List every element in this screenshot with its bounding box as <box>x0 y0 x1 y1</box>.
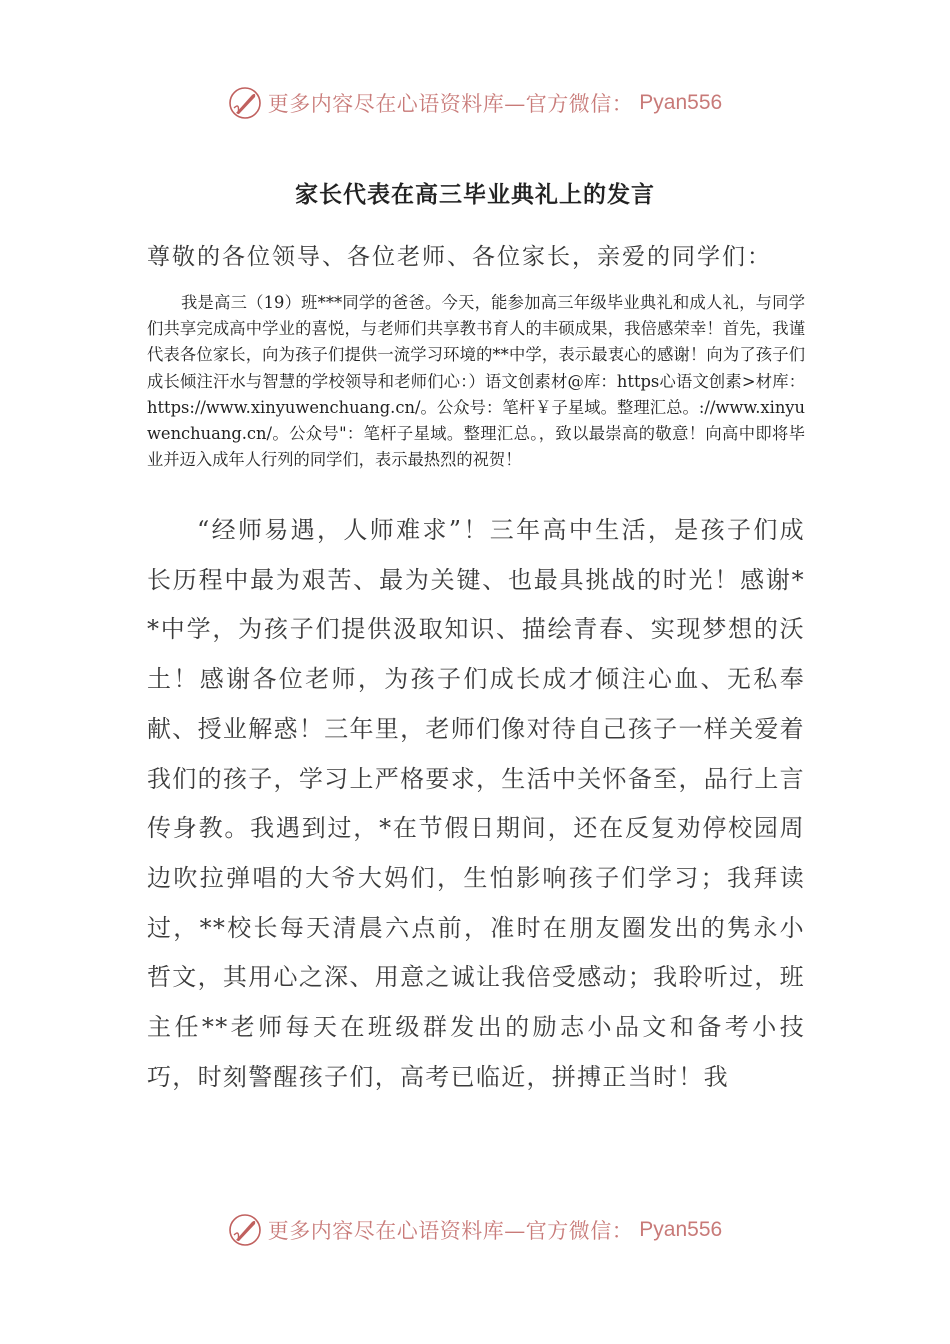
salutation: 尊敬的各位领导、各位老师、各位家长，亲爱的同学们： <box>147 244 772 270</box>
footer-watermark-banner <box>0 1205 950 1255</box>
header-watermark-banner <box>0 78 950 128</box>
quill-logo-icon <box>228 86 262 120</box>
paragraph-intro: 我是高三（19）班***同学的爸爸。今天，能参加高三年级毕业典礼和成人礼，与同学们共享完成高中学业的喜悦，与老师们共享教书育人的丰硕成果，我倍感荣幸！首先，我谨代表各位家长，向为孩子们提供一流学习环境的**中学，表示最衷心的感谢！向为了孩子们成长倾注汗水与智慧的学校领导和老师们心：）语文创素材@库：https心语文创素>材库：https://www.xinyuwenchuang.cn/。公众号：笔杆￥子星域。整理汇总。://www.xinyuwenchuang.cn/。公众号"：笔杆子星域。整理汇总。，致以最崇高的敬意！向高中即将毕业并迈入成年人行列的同学们，表示最热烈的祝贺！ <box>147 293 805 470</box>
banner-text: 更多内容尽在心语资料库—官方微信： <box>267 1219 634 1243</box>
banner-wechat-handle: Pyan556 <box>639 91 723 114</box>
banner-text: 更多内容尽在心语资料库—官方微信： <box>267 92 634 116</box>
page-title: 家长代表在高三毕业典礼上的发言 <box>295 182 655 208</box>
quill-logo-icon <box>228 1213 262 1247</box>
banner-wechat-handle: Pyan556 <box>639 1218 723 1241</box>
paragraph-body: “经师易遇，人师难求”！三年高中生活，是孩子们成长历程中最为艰苦、最为关键、也最具挑战的时光！感谢**中学，为孩子们提供汲取知识、描绘青春、实现梦想的沃土！感谢各位老师，为孩子们成长成才倾注心血、无私奉献、授业解惑！三年里，老师们像对待自己孩子一样关爱着我们的孩子，学习上严格要求，生活中关怀备至，品行上言传身教。我遇到过，*在节假日期间，还在反复劝停校园周边吹拉弹唱的大爷大妈们，生怕影响孩子们学习；我拜读过，**校长每天清晨六点前，准时在朋友圈发出的隽永小哲文，其用心之深、用意之诚让我倍受感动；我聆听过，班主任**老师每天在班级群发出的励志小品文和备考小技巧，时刻警醒孩子们，高考已临近，拼搏正当时！我 <box>147 516 805 1091</box>
